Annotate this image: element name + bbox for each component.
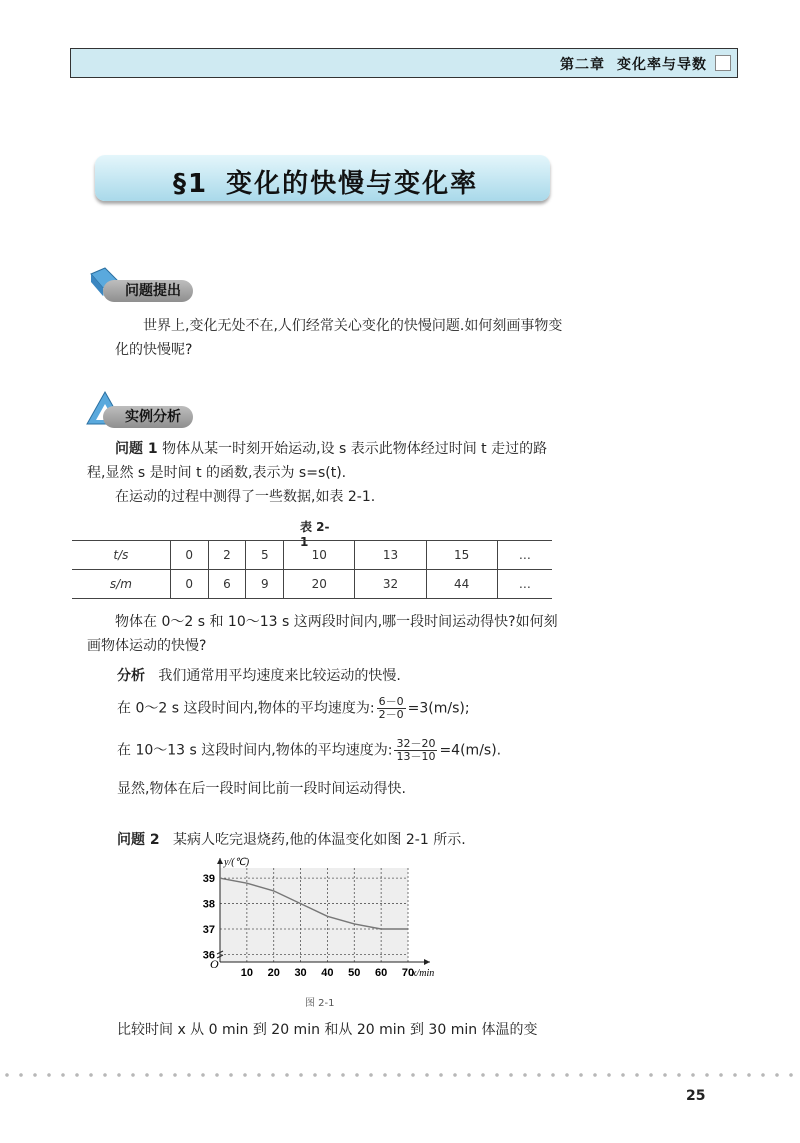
fraction-2-numerator: 32－20 bbox=[396, 737, 436, 750]
footer-dots bbox=[0, 1072, 800, 1078]
page-number: 25 bbox=[686, 1088, 706, 1104]
table-cell: 5 bbox=[246, 541, 284, 570]
table-row bbox=[72, 541, 552, 570]
fraction-2 bbox=[394, 738, 437, 763]
table-cell: 2 bbox=[208, 541, 246, 570]
problem-raising-text: 世界上,变化无处不在,人们经常关心变化的快慢问题.如何刻画事物变化的快慢呢? bbox=[115, 318, 563, 358]
table-cell: 0 bbox=[170, 541, 208, 570]
y-axis-arrow bbox=[217, 858, 223, 864]
table-cell: 13 bbox=[355, 541, 426, 570]
problem2-paragraph bbox=[117, 828, 577, 852]
analysis-line1-post: =3(m/s); bbox=[407, 700, 470, 717]
problem2-label: 问题 2 bbox=[117, 832, 160, 848]
chapter-number: 第二章 bbox=[560, 57, 605, 73]
problem1-label: 问题 1 bbox=[115, 441, 158, 457]
data-table bbox=[72, 540, 552, 599]
table-cell: 44 bbox=[426, 570, 497, 599]
y-axis-label: y/(℃) bbox=[224, 857, 250, 868]
chapter-title: 变化率与导数 bbox=[617, 57, 707, 73]
x-tick-label: 10 bbox=[240, 967, 253, 979]
x-tick-label: 50 bbox=[348, 967, 361, 979]
analysis-conclusion: 显然,物体在后一段时间比前一段时间运动得快. bbox=[117, 781, 406, 797]
analysis-text: 我们通常用平均速度来比较运动的快慢. bbox=[158, 668, 401, 684]
bottom-text: 比较时间 x 从 0 min 到 20 min 和从 20 min 到 30 min 体温的变 bbox=[117, 1022, 538, 1038]
table-cell: … bbox=[497, 541, 552, 570]
analysis-line1-pre: 在 0～2 s 这段时间内,物体的平均速度为: bbox=[117, 700, 375, 717]
origin-label: O bbox=[210, 957, 219, 971]
fraction-1-denominator: 2－0 bbox=[378, 708, 404, 721]
chapter-header bbox=[70, 48, 738, 78]
x-tick-label: 40 bbox=[321, 967, 334, 979]
x-axis-label: x/min bbox=[412, 968, 435, 979]
question-text: 物体在 0～2 s 和 10～13 s 这两段时间内,哪一段时间运动得快?如何刻画物体运动的快慢? bbox=[87, 614, 558, 654]
x-tick-label: 30 bbox=[294, 967, 307, 979]
problem1-paragraph bbox=[87, 437, 565, 485]
table-cell: 0 bbox=[170, 570, 208, 599]
figure-caption: 图 2-1 bbox=[305, 998, 335, 1009]
analysis-label: 分析 bbox=[117, 668, 145, 684]
example-analysis-badge bbox=[85, 402, 225, 428]
analysis-line-1 bbox=[117, 696, 567, 721]
fraction-1 bbox=[377, 696, 406, 721]
section-banner bbox=[95, 155, 550, 201]
table-cell: 6 bbox=[208, 570, 246, 599]
temperature-chart bbox=[190, 852, 450, 982]
section-title-text: 变化的快慢与变化率 bbox=[226, 169, 479, 199]
analysis-line-2 bbox=[117, 738, 577, 763]
problem-raising-label: 问题提出 bbox=[103, 280, 193, 302]
table-cell: t/s bbox=[72, 541, 170, 570]
example-analysis-label: 实例分析 bbox=[103, 406, 193, 428]
y-tick-label: 38 bbox=[202, 898, 215, 911]
fraction-1-numerator: 6－0 bbox=[378, 695, 404, 708]
section-number: §1 bbox=[173, 169, 209, 199]
analysis-paragraph bbox=[117, 664, 567, 688]
section-title bbox=[173, 163, 478, 200]
x-axis-arrow bbox=[424, 959, 430, 965]
table-cell: 20 bbox=[284, 570, 355, 599]
plot-background bbox=[220, 868, 408, 962]
table-row bbox=[72, 570, 552, 599]
chapter-header-text bbox=[548, 54, 707, 74]
table-cell: … bbox=[497, 570, 552, 599]
y-tick-label: 39 bbox=[202, 873, 215, 886]
y-tick-label: 36 bbox=[202, 949, 215, 962]
table-cell: s/m bbox=[72, 570, 170, 599]
table-cell: 9 bbox=[246, 570, 284, 599]
table-caption: 表 2-1 bbox=[300, 520, 330, 549]
problem-raising-badge bbox=[85, 276, 225, 302]
x-tick-label: 70 bbox=[401, 967, 415, 979]
x-tick-label: 60 bbox=[375, 967, 388, 979]
x-tick-label: 20 bbox=[267, 967, 280, 979]
y-tick-label: 37 bbox=[202, 923, 215, 936]
table-cell: 15 bbox=[426, 541, 497, 570]
measure-text: 在运动的过程中测得了一些数据,如表 2-1. bbox=[115, 489, 376, 505]
problem1-text: 物体从某一时刻开始运动,设 s 表示此物体经过时间 t 走过的路程,显然 s 是时间 t 的函数,表示为 s=s(t). bbox=[87, 441, 548, 481]
table-cell: 32 bbox=[355, 570, 426, 599]
analysis-line2-post: =4(m/s). bbox=[439, 742, 502, 759]
table-cell: 10 bbox=[284, 541, 355, 570]
header-square-icon bbox=[715, 55, 731, 71]
problem2-text: 某病人吃完退烧药,他的体温变化如图 2-1 所示. bbox=[172, 832, 466, 848]
analysis-line2-pre: 在 10～13 s 这段时间内,物体的平均速度为: bbox=[117, 742, 393, 759]
fraction-2-denominator: 13－10 bbox=[396, 750, 436, 763]
